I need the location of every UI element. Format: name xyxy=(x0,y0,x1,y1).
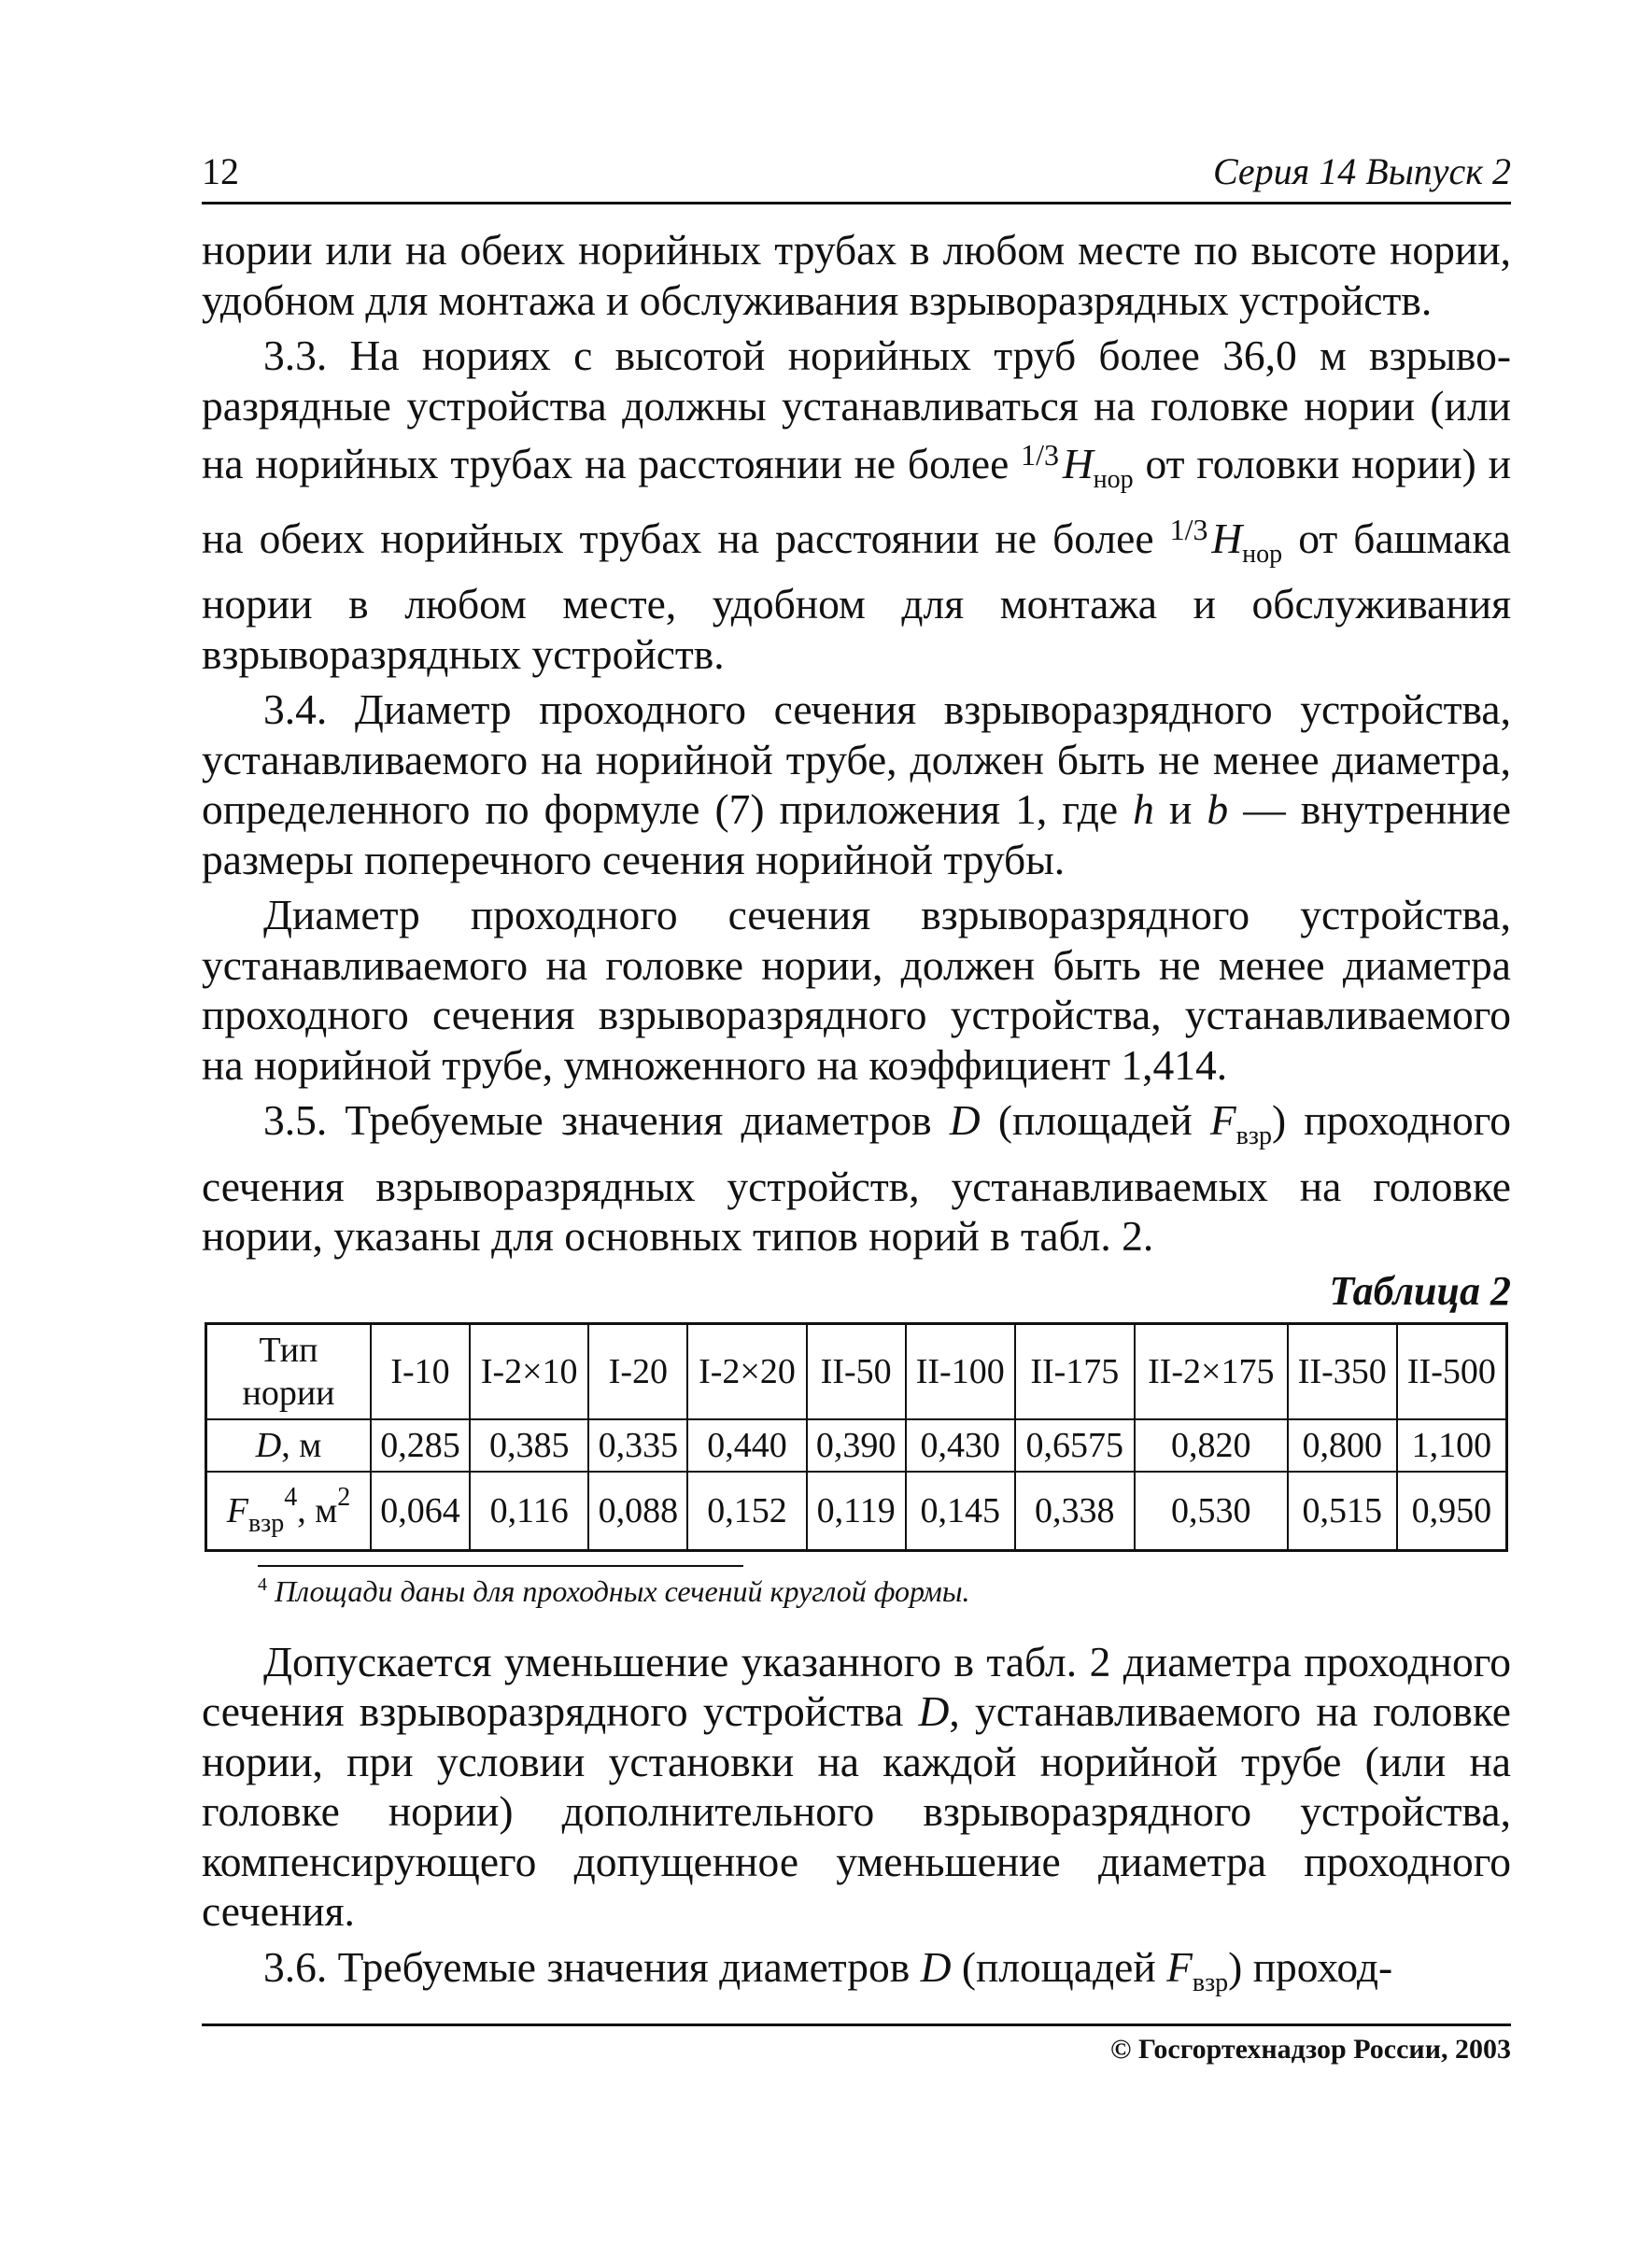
table-cell: II-2×175 xyxy=(1135,1323,1288,1419)
table-row-diameter xyxy=(206,1419,1507,1472)
running-header xyxy=(202,149,1511,204)
paragraph-allowance: Допускается уменьшение указанного в табл. 2 диаметра проходного сечения взрыворазрядного устройства D, устанавливаемого на головке нории, при условии установки на каждой норийной трубе (или на головке нории) дополнительного взрыворазрядного устройства, компенсирующего допущенное уменьшение диаметра проходного сечения. xyxy=(202,1637,1511,1935)
table-cell: 0,440 xyxy=(687,1419,806,1472)
copyright-footer: © Госгортехнадзор России, 2003 xyxy=(1110,2034,1511,2065)
table-caption: Таблица 2 xyxy=(1329,1267,1511,1314)
footer-divider xyxy=(202,2023,1511,2026)
paragraph-3-4-cont: Диаметр проходного сечения взрыворазрядного устройства, устанавливаемого на головке нории, должен быть не менее диаметра проходного сечения взрыворазрядного устройства, устанавливаемого на норийной трубе, умноженного на коэффициент 1,414. xyxy=(202,891,1511,1089)
table-cell: 0,530 xyxy=(1135,1472,1288,1551)
table-cell: 0,152 xyxy=(687,1472,806,1551)
table-cell: II-350 xyxy=(1288,1323,1397,1419)
table-row-label: D, м xyxy=(206,1419,372,1472)
table-row-label: Тип нории xyxy=(206,1323,372,1419)
table-cell: 0,950 xyxy=(1397,1472,1507,1551)
body-text xyxy=(202,225,1511,1262)
data-table xyxy=(205,1322,1508,1552)
paragraph-3-5: 3.5. Требуемые значения диаметров D (площадей $F_{взр}$) проходного сечения взрыворазрядных устройств, устанавливаемых на головке нории, указаны для основных типов норий в табл. 2. xyxy=(202,1096,1511,1260)
table-cell: 0,088 xyxy=(588,1472,687,1551)
table-cell: 0,385 xyxy=(470,1419,588,1472)
table-cell: 0,285 xyxy=(371,1419,470,1472)
table-cell: 0,390 xyxy=(807,1419,906,1472)
footnote: $^4$ Площади даны для проходных сечений круглой формы. xyxy=(258,1573,970,1608)
table-cell: 0,335 xyxy=(588,1419,687,1472)
paragraph-3-3: 3.3. На нориях с высотой норийных труб более 36,0 м взрыворазрядные устройства должны устанавливаться на головке нории (или на норийных трубах на расстоянии не более $^{1/3}$ $H_{нор}$ от головки нории) и на обеих норийных трубах на расстоянии не более $^{1/3}$ $H_{нор}$ от башмака нории в любом месте, удобном для монтажа и обслуживания взрыворазрядных устройств. xyxy=(202,331,1511,678)
table-cell: II-175 xyxy=(1015,1323,1135,1419)
page-number: 12 xyxy=(202,150,239,192)
table-row-area xyxy=(206,1472,1507,1551)
table-cell: 0,145 xyxy=(906,1472,1015,1551)
table-cell: I-2×10 xyxy=(470,1323,588,1419)
table-cell: II-100 xyxy=(906,1323,1015,1419)
table-cell: 0,800 xyxy=(1288,1419,1397,1472)
table-cell: 0,338 xyxy=(1015,1472,1135,1551)
paragraph-3-4: 3.4. Диаметр проходного сечения взрыворазрядного устройства, устанавливаемого на норийной трубе, должен быть не менее диаметра, определенного по формуле (7) приложения 1, где h и b — внутренние размеры поперечного сечения норийной трубы. xyxy=(202,685,1511,883)
table-row-types xyxy=(206,1323,1507,1419)
table-cell: 0,064 xyxy=(371,1472,470,1551)
table-cell: I-20 xyxy=(588,1323,687,1419)
document-page xyxy=(202,149,1511,2013)
table-cell: 0,6575 xyxy=(1015,1419,1135,1472)
paragraph-1: нории или на обеих норийных трубах в любом месте по высоте нории, удобном для монтажа и обслуживания взрыворазрядных устройств. xyxy=(202,226,1511,324)
series-title: Серия 14 Выпуск 2 xyxy=(1212,150,1511,192)
table-cell: 0,119 xyxy=(807,1472,906,1551)
paragraph-3-6: 3.6. Требуемые значения диаметров D (площадей $F_{взр}$) проход- xyxy=(263,1942,1393,1997)
body-text-continued xyxy=(202,1637,1511,2009)
table-cell: II-50 xyxy=(807,1323,906,1419)
table-row-label: $F_{взр}^4$, $м^2$ xyxy=(206,1472,372,1551)
table-cell: 0,820 xyxy=(1135,1419,1288,1472)
table-cell: I-2×20 xyxy=(687,1323,806,1419)
table-cell: I-10 xyxy=(371,1323,470,1419)
table-cell: 0,515 xyxy=(1288,1472,1397,1551)
table-cell: 1,100 xyxy=(1397,1419,1507,1472)
footnote-divider xyxy=(258,1565,743,1567)
table-cell: II-500 xyxy=(1397,1323,1507,1419)
table-cell: 0,116 xyxy=(470,1472,588,1551)
table-cell: 0,430 xyxy=(906,1419,1015,1472)
